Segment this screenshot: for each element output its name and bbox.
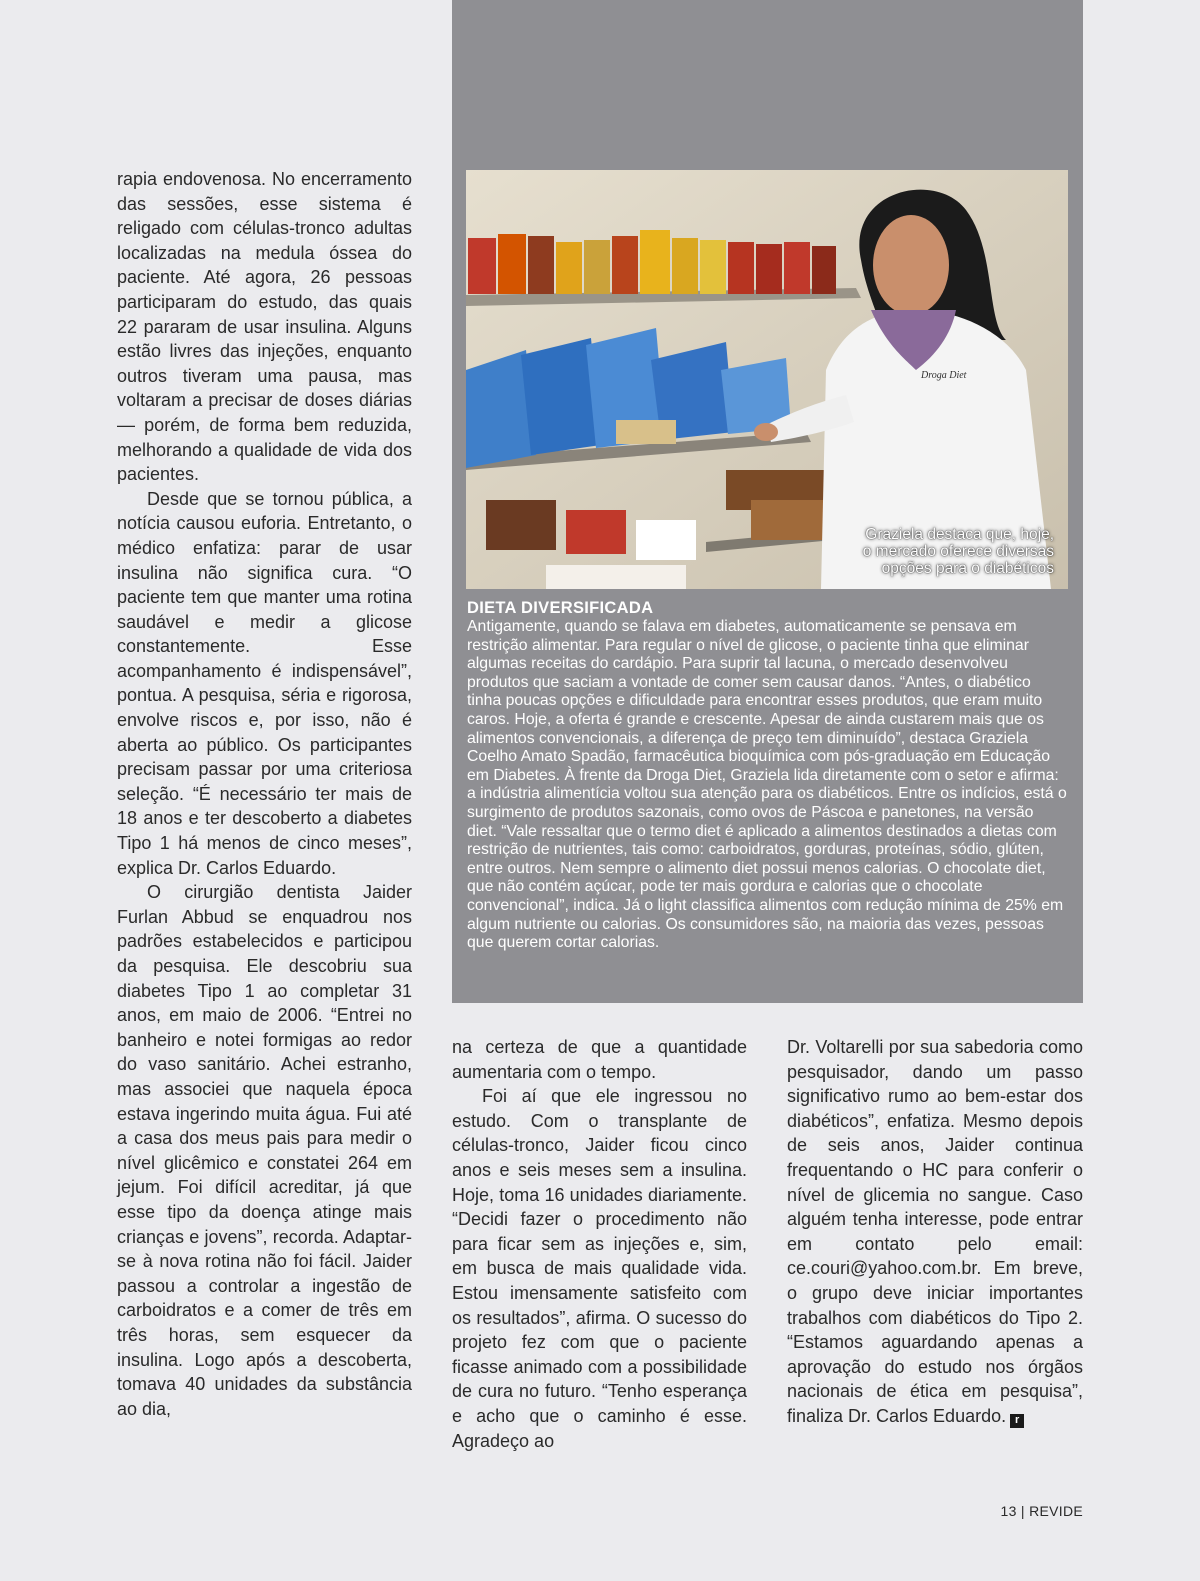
article-paragraph: Desde que se tornou pública, a notícia causou euforia. Entretanto, o médico enfatiza: parar de usar insulina não significa cura. “O paciente tem que manter uma rotina saudável e medir a glicose constantemente. Esse acompanhamento é indispensável”, pontua. A pesquisa, séria e rigorosa, envolve riscos e, por isso, não é aberta ao público. Os participantes precisam passar por uma criteriosa seleção. “É necessário ter mais de 18 anos e ter descoberto a diabetes Tipo 1 há menos de cinco meses”, explica Dr. Carlos Eduardo. — [117, 488, 412, 878]
page-footer — [1001, 1503, 1083, 1519]
sidebar-title: DIETA DIVERSIFICADA — [467, 599, 654, 617]
article-paragraph: Foi aí que ele ingressou no estudo. Com o transplante de células-tronco, Jaider ficou cinco anos e seis meses sem a insulina. Hoje, toma 16 unidades diariamente. “Decidi fazer o procedimento não para ficar sem as injeções e, sim, em busca de mais qualidade vida. Estou imensamente satisfeito com os resultados”, afirma. O sucesso do projeto fez com que o paciente ficasse animado com a possibilidade de cura no futuro. “Tenho esperança e acho que o caminho é esse. Agradeço ao — [452, 1086, 747, 1451]
photo-caption: Graziela destaca que, hoje, o mercado oferece diversas opções para o diabéticos — [862, 526, 1054, 577]
article-paragraph: O cirurgião dentista Jaider Furlan Abbud se enquadrou nos padrões estabelecidos e participou da pesquisa. Ele descobriu sua diabetes Tipo 1 ao completar 31 anos, em maio de 2006. “Entrei no banheiro e notei formigas ao redor do vaso sanitário. Achei estranho, mas associei que naquela época estava ingerindo muita água. Fui até a casa dos meus pais para medir o nível glicêmico e constatei 264 em jejum. Foi difícil acreditar, já que esse tipo da doença atinge mais crianças e jovens”, recorda. Adaptar-se à nova rotina não foi fácil. Jaider passou a controlar a ingestão de carboidratos e a comer de três em três horas, sem esquecer da insulina. Logo após a descoberta, tomava 40 unidades da substância ao dia, — [117, 882, 412, 1419]
coat-label: Droga Diet — [921, 370, 967, 381]
article-paragraph-container — [787, 1035, 1083, 1429]
sidebar-text: Antigamente, quando se falava em diabetes, automaticamente se pensava em restrição alimentar. Para regular o nível de glicose, o paciente tinha que eliminar algumas receitas do cardápio. Para suprir tal lacuna, o mercado desenvolveu produtos que saciam a vontade de comer sem causar danos. “Antes, o diabético tinha poucas opções e dificuldade para encontrar esses produtos, que eram muito caros. Hoje, a oferta é grande e crescente. Apesar de ainda custarem mais que os alimentos convencionais, a diferença de preço tem diminuído”, destaca Graziela Coelho Amato Spadão, farmacêutica bioquímica com pós-graduação em Educação em Diabetes. À frente da Droga Diet, Graziela lida diretamente com o setor e afirma: a indústria alimentícia voltou sua atenção para os diabéticos. Entre os indícios, está o surgimento de produtos sazonais, como ovos de Páscoa e panetones, na versão diet. “Vale ressaltar que o termo diet é aplicado a alimentos destinados a dietas com restrição de nutrientes, tais como: carboidratos, gorduras, proteínas, sódio, glúten, entre outros. Nem sempre o alimento diet possui menos calorias. O chocolate diet, que não contém açúcar, pode ter mais gordura e calorias que o chocolate convencional”, indica. Já o light classifica alimentos com redução mínima de 25% em algum nutriente ou calorias. Os consumidores são, na maioria das vezes, pessoas que querem cortar calorias. — [467, 618, 1067, 952]
footer-separator: | — [1020, 1503, 1025, 1519]
article-column-left — [117, 167, 412, 1421]
store-shelf-photo — [466, 170, 1068, 589]
article-paragraph: na certeza de que a quantidade aumentaria com o tempo. — [452, 1037, 747, 1082]
article-column-middle — [452, 1035, 747, 1453]
magazine-name: REVIDE — [1029, 1503, 1083, 1519]
article-column-right — [787, 1035, 1083, 1429]
end-mark-icon: r — [1010, 1414, 1024, 1428]
article-paragraph: rapia endovenosa. No encerramento das sessões, esse sistema é religado com células-tronco adultas localizadas na medula óssea do paciente. Até agora, 26 pessoas participaram do estudo, das quais 22 pararam de usar insulina. Alguns estão livres das injeções, enquanto outros tiveram uma pausa, mas voltaram a precisar de doses diárias — porém, de forma bem reduzida, melhorando a qualidade de vida dos pacientes. — [117, 169, 412, 485]
page-number: 13 — [1000, 1503, 1017, 1519]
article-paragraph: Dr. Voltarelli por sua sabedoria como pesquisador, dando um passo significativo rumo ao bem-estar dos diabéticos”, enfatiza. Mesmo depois de seis anos, Jaider continua frequentando o HC para conferir o nível de glicemia no sangue. Caso alguém tenha interesse, pode entrar em contato pelo email: ce.couri@yahoo.com.br. Em breve, o grupo deve iniciar importantes trabalhos com diabéticos do Tipo 2. “Estamos aguardando apenas a aprovação do estudo nos órgãos nacionais de ética em pesquisa”, finaliza Dr. Carlos Eduardo. — [787, 1037, 1083, 1426]
